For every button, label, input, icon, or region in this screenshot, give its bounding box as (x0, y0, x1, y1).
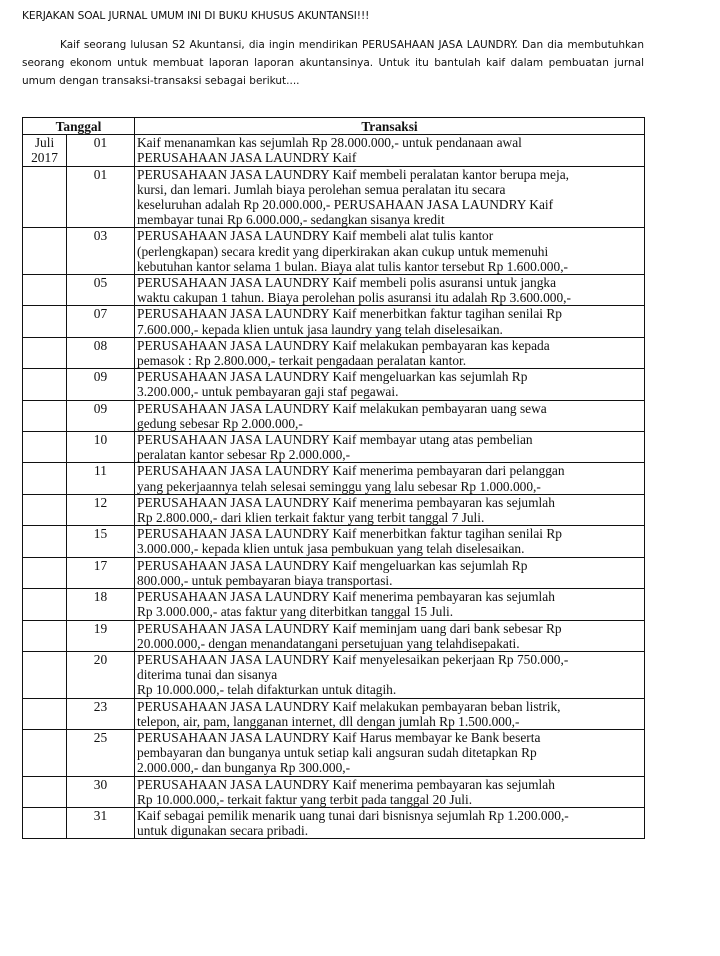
month-cell (23, 526, 67, 557)
table-row (23, 400, 645, 431)
day-cell: 03 (67, 228, 135, 275)
day-cell: 09 (67, 369, 135, 400)
transaction-cell (135, 698, 645, 729)
transaction-line: PERUSAHAAN JASA LAUNDRY Kaif membeli alat tulis kantor (137, 228, 494, 244)
transaction-line: keseluruhan adalah Rp 20.000.000,- PERUSAHAAN JASA LAUNDRY Kaif (137, 197, 554, 213)
transaction-cell (135, 400, 645, 431)
transaction-line: PERUSAHAAN JASA LAUNDRY Kaif menerima pembayaran dari pelanggan (137, 463, 565, 479)
day-cell: 01 (67, 135, 135, 166)
month-label: Juli (34, 135, 55, 151)
day-cell: 10 (67, 432, 135, 463)
transaction-line: PERUSAHAAN JASA LAUNDRY Kaif melakukan pembayaran kas kepada (137, 337, 550, 353)
transaction-line: waktu cakupan 1 tahun. Biaya perolehan polis asuransi itu adalah Rp 3.600.000,- (137, 290, 571, 306)
transaction-line: kebutuhan kantor selama 1 bulan. Biaya alat tulis kantor tersebut Rp 1.600.000,- (137, 258, 569, 274)
table-row (23, 275, 645, 306)
transaction-cell (135, 337, 645, 368)
day-cell: 18 (67, 589, 135, 620)
table-row (23, 306, 645, 337)
transaction-cell (135, 807, 645, 838)
transaction-line: PERUSAHAAN JASA LAUNDRY Kaif membeli polis asuransi untuk jangka (137, 275, 557, 291)
transaction-line: peralatan kantor sebesar Rp 2.000.000,- (137, 447, 351, 463)
day-cell: 11 (67, 463, 135, 494)
table-row (23, 463, 645, 494)
month-cell (23, 807, 67, 838)
table-header-row (23, 118, 645, 135)
month-cell (23, 275, 67, 306)
month-cell (23, 589, 67, 620)
transaction-cell (135, 651, 645, 698)
transaction-cell (135, 557, 645, 588)
date-column-header: Tanggal (23, 118, 135, 135)
journal-table-body (23, 135, 645, 839)
day-cell: 15 (67, 526, 135, 557)
transaction-column-header: Transaksi (135, 118, 645, 135)
transaction-cell (135, 526, 645, 557)
transaction-line: telepon, air, pam, langganan internet, dll dengan jumlah Rp 1.500.000,- (137, 713, 520, 729)
table-row (23, 776, 645, 807)
day-cell: 05 (67, 275, 135, 306)
day-cell: 31 (67, 807, 135, 838)
month-cell (23, 228, 67, 275)
transaction-line: PERUSAHAAN JASA LAUNDRY Kaif menerima pembayaran kas sejumlah (137, 589, 555, 605)
table-row (23, 337, 645, 368)
transaction-line: PERUSAHAAN JASA LAUNDRY Kaif meminjam uang dari bank sebesar Rp (137, 620, 562, 636)
month-cell (23, 620, 67, 651)
page-heading: KERJAKAN SOAL JURNAL UMUM INI DI BUKU KHUSUS AKUNTANSI!!! (22, 10, 370, 22)
transaction-line: pemasok : Rp 2.800.000,- terkait pengadaan peralatan kantor. (137, 353, 467, 369)
month-cell (23, 135, 67, 166)
transaction-line: Rp 2.800.000,- dari klien terkait faktur yang terbit tanggal 7 Juli. (137, 510, 485, 526)
day-cell: 17 (67, 557, 135, 588)
day-cell: 20 (67, 651, 135, 698)
journal-table (22, 117, 645, 839)
transaction-cell (135, 776, 645, 807)
transaction-line: Rp 10.000.000,- terkait faktur yang terbit pada tanggal 20 Juli. (137, 791, 473, 807)
transaction-line: PERUSAHAAN JASA LAUNDRY Kaif menyelesaikan pekerjaan Rp 750.000,- (137, 651, 569, 667)
month-cell (23, 557, 67, 588)
table-row (23, 698, 645, 729)
intro-line: membutuhkan seorang ekonom untuk membuat laporan laporan akuntansinya. Untuk itu bantulah kaif (22, 39, 644, 69)
table-row (23, 651, 645, 698)
day-cell: 07 (67, 306, 135, 337)
transaction-line: PERUSAHAAN JASA LAUNDRY Kaif (137, 150, 357, 166)
transaction-cell (135, 369, 645, 400)
transaction-line: PERUSAHAAN JASA LAUNDRY Kaif menerima pembayaran kas sejumlah (137, 494, 555, 510)
transaction-line: untuk digunakan secara pribadi. (137, 823, 309, 839)
transaction-cell (135, 589, 645, 620)
month-cell (23, 463, 67, 494)
transaction-cell (135, 463, 645, 494)
transaction-line: PERUSAHAAN JASA LAUNDRY Kaif melakukan pembayaran beban listrik, (137, 698, 561, 714)
transaction-line: PERUSAHAAN JASA LAUNDRY Kaif membayar utang atas pembelian (137, 432, 533, 448)
table-row (23, 729, 645, 776)
day-cell: 30 (67, 776, 135, 807)
transaction-line: PERUSAHAAN JASA LAUNDRY Kaif menerbitkan faktur tagihan senilai Rp (137, 526, 562, 542)
transaction-line: PERUSAHAAN JASA LAUNDRY Kaif menerbitkan faktur tagihan senilai Rp (137, 306, 562, 322)
transaction-cell (135, 494, 645, 525)
table-row (23, 432, 645, 463)
table-row (23, 620, 645, 651)
transaction-line: Rp 3.000.000,- atas faktur yang diterbitkan tanggal 15 Juli. (137, 604, 454, 620)
transaction-cell (135, 135, 645, 166)
month-cell (23, 306, 67, 337)
table-row (23, 526, 645, 557)
month-cell (23, 494, 67, 525)
month-cell (23, 776, 67, 807)
month-cell (23, 166, 67, 228)
transaction-line: PERUSAHAAN JASA LAUNDRY Kaif mengeluarkan kas sejumlah Rp (137, 557, 528, 573)
transaction-line: 7.600.000,- kepada klien untuk jasa laundry yang telah diselesaikan. (137, 321, 503, 337)
transaction-cell (135, 620, 645, 651)
month-cell (23, 432, 67, 463)
day-cell: 09 (67, 400, 135, 431)
transaction-line: 3.000.000,- kepada klien untuk jasa pembukuan yang telah diselesaikan. (137, 541, 525, 557)
transaction-line: pembayaran dan bunganya untuk setiap kali angsuran sudah ditetapkan Rp (137, 745, 537, 761)
transaction-cell (135, 432, 645, 463)
transaction-line: membayar tunai Rp 6.000.000,- sedangkan sisanya kredit (137, 212, 445, 228)
table-row (23, 494, 645, 525)
transaction-line: PERUSAHAAN JASA LAUNDRY Kaif melakukan pembayaran uang sewa (137, 400, 547, 416)
table-row (23, 135, 645, 166)
transaction-cell (135, 306, 645, 337)
intro-paragraph (22, 36, 644, 90)
transaction-line: PERUSAHAAN JASA LAUNDRY Kaif membeli peralatan kantor berupa meja, (137, 166, 570, 182)
transaction-line: 2.000.000,- dan bunganya Rp 300.000,- (137, 760, 351, 776)
intro-line: Kaif seorang lulusan S2 Akuntansi, dia ingin mendirikan PERUSAHAAN JASA LAUNDRY. Dan dia (60, 39, 564, 51)
transaction-line: kursi, dan lemari. Jumlah biaya perolehan semua peralatan itu secara (137, 181, 506, 197)
table-row (23, 589, 645, 620)
transaction-line: yang pekerjaannya telah selesai seminggu yang lalu sebesar Rp 1.000.000,- (137, 478, 541, 494)
transaction-cell (135, 228, 645, 275)
intro-line: dalam pembuatan jurnal umum dengan transaksi-transaksi sebagai berikut.... (22, 57, 644, 87)
transaction-cell (135, 275, 645, 306)
transaction-cell (135, 729, 645, 776)
day-cell: 19 (67, 620, 135, 651)
day-cell: 01 (67, 166, 135, 228)
transaction-line: 800.000,- untuk pembayaran biaya transportasi. (137, 572, 393, 588)
transaction-line: diterima tunai dan sisanya (137, 667, 278, 683)
transaction-line: PERUSAHAAN JASA LAUNDRY Kaif menerima pembayaran kas sejumlah (137, 776, 555, 792)
transaction-line: Kaif menanamkan kas sejumlah Rp 28.000.000,- untuk pendanaan awal (137, 135, 522, 151)
year-label: 2017 (31, 150, 58, 166)
month-cell (23, 400, 67, 431)
transaction-line: Rp 10.000.000,- telah difakturkan untuk ditagih. (137, 682, 397, 698)
transaction-cell (135, 166, 645, 228)
transaction-line: PERUSAHAAN JASA LAUNDRY Kaif Harus membayar ke Bank beserta (137, 729, 541, 745)
day-cell: 08 (67, 337, 135, 368)
month-cell (23, 337, 67, 368)
month-cell (23, 729, 67, 776)
transaction-line: (perlengkapan) secara kredit yang diperkirakan akan cukup untuk memenuhi (137, 243, 549, 259)
transaction-line: 3.200.000,- untuk pembayaran gaji staf pegawai. (137, 384, 399, 400)
transaction-line: gedung sebesar Rp 2.000.000,- (137, 415, 303, 431)
day-cell: 23 (67, 698, 135, 729)
table-row (23, 557, 645, 588)
table-row (23, 369, 645, 400)
month-cell (23, 369, 67, 400)
transaction-line: Kaif sebagai pemilik menarik uang tunai dari bisnisnya sejumlah Rp 1.200.000,- (137, 807, 569, 823)
table-row (23, 807, 645, 838)
transaction-line: PERUSAHAAN JASA LAUNDRY Kaif mengeluarkan kas sejumlah Rp (137, 369, 528, 385)
day-cell: 12 (67, 494, 135, 525)
month-cell (23, 651, 67, 698)
table-row (23, 228, 645, 275)
transaction-line: 20.000.000,- dengan menandatangani persetujuan yang telahdisepakati. (137, 635, 520, 651)
month-cell (23, 698, 67, 729)
day-cell: 25 (67, 729, 135, 776)
table-row (23, 166, 645, 228)
